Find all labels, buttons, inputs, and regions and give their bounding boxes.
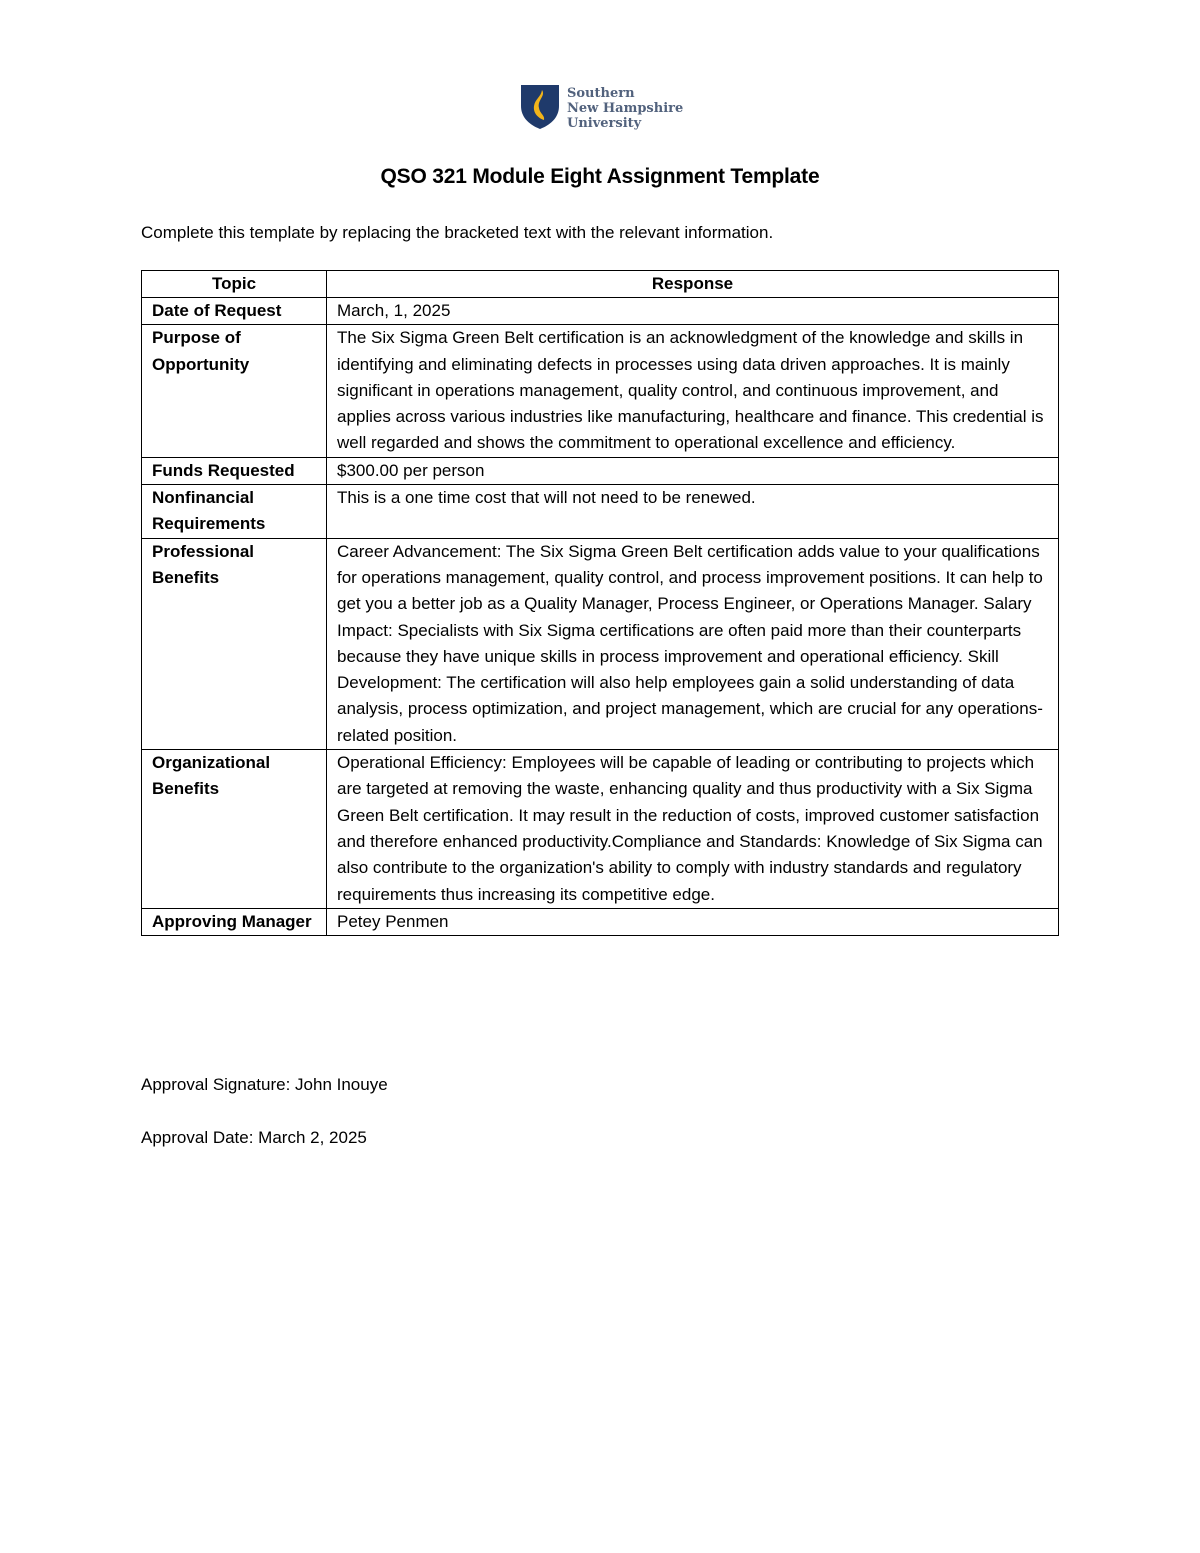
response-cell: This is a one time cost that will not need to be renewed. — [327, 485, 1059, 539]
approval-date: Approval Date: March 2, 2025 — [141, 1128, 367, 1147]
column-header-topic: Topic — [142, 271, 327, 298]
logo-line-1: Southern — [567, 86, 635, 101]
request-table — [141, 270, 1059, 936]
topic-cell: Funds Requested — [142, 457, 327, 484]
table-row — [142, 908, 1059, 935]
table-row — [142, 538, 1059, 749]
logo-line-2: New Hampshire — [567, 101, 684, 116]
topic-cell: Nonfinancial Requirements — [142, 485, 327, 539]
topic-cell: Approving Manager — [142, 908, 327, 935]
table-row — [142, 485, 1059, 539]
response-cell: The Six Sigma Green Belt certification is an acknowledgment of the knowledge and skills in identifying and eliminating defects in processes using data driven approaches. It is mainly significant in operations management, quality control, and continuous improvement, and applies across various industries like manufacturing, healthcare and finance. This credential is well regarded and shows the commitment to operational excellence and efficiency. — [327, 325, 1059, 457]
table-row — [142, 457, 1059, 484]
shield-flame-icon — [520, 84, 560, 130]
instructions-text: Complete this template by replacing the bracketed text with the relevant information. — [141, 223, 774, 242]
response-cell: $300.00 per person — [327, 457, 1059, 484]
topic-cell: Professional Benefits — [142, 538, 327, 749]
table-row — [142, 750, 1059, 909]
response-cell: Petey Penmen — [327, 908, 1059, 935]
response-cell: March, 1, 2025 — [327, 298, 1059, 325]
logo-wordmark — [567, 86, 683, 131]
approval-signature: Approval Signature: John Inouye — [141, 1075, 388, 1094]
table-row — [142, 298, 1059, 325]
table-header-row — [142, 271, 1059, 298]
document-title: QSO 321 Module Eight Assignment Template — [380, 165, 820, 188]
topic-cell: Purpose of Opportunity — [142, 325, 327, 457]
topic-cell: Date of Request — [142, 298, 327, 325]
table-row — [142, 325, 1059, 457]
response-cell: Operational Efficiency: Employees will be capable of leading or contributing to projects which are targeted at removing the waste, enhancing quality and thus productivity with a Six Sigma Green Belt certification. It may result in the reduction of costs, improved customer satisfaction and therefore enhanced productivity.Compliance and Standards: Knowledge of Six Sigma can also contribute to the organization's ability to comply with industry standards and regulatory requirements thus increasing its competitive edge. — [327, 750, 1059, 909]
university-logo — [520, 84, 690, 132]
logo-line-3: University — [567, 116, 642, 131]
response-cell: Career Advancement: The Six Sigma Green Belt certification adds value to your qualifications for operations management, quality control, and process improvement positions. It can help to get you a better job as a Quality Manager, Process Engineer, or Operations Manager. Salary Impact: Specialists with Six Sigma certifications are often paid more than their counterparts because they have unique skills in process improvement and operational efficiency. Skill Development: The certification will also help employees gain a solid understanding of data analysis, process optimization, and project management, which are crucial for any operations-related position. — [327, 538, 1059, 749]
topic-cell: Organizational Benefits — [142, 750, 327, 909]
column-header-response: Response — [327, 271, 1059, 298]
